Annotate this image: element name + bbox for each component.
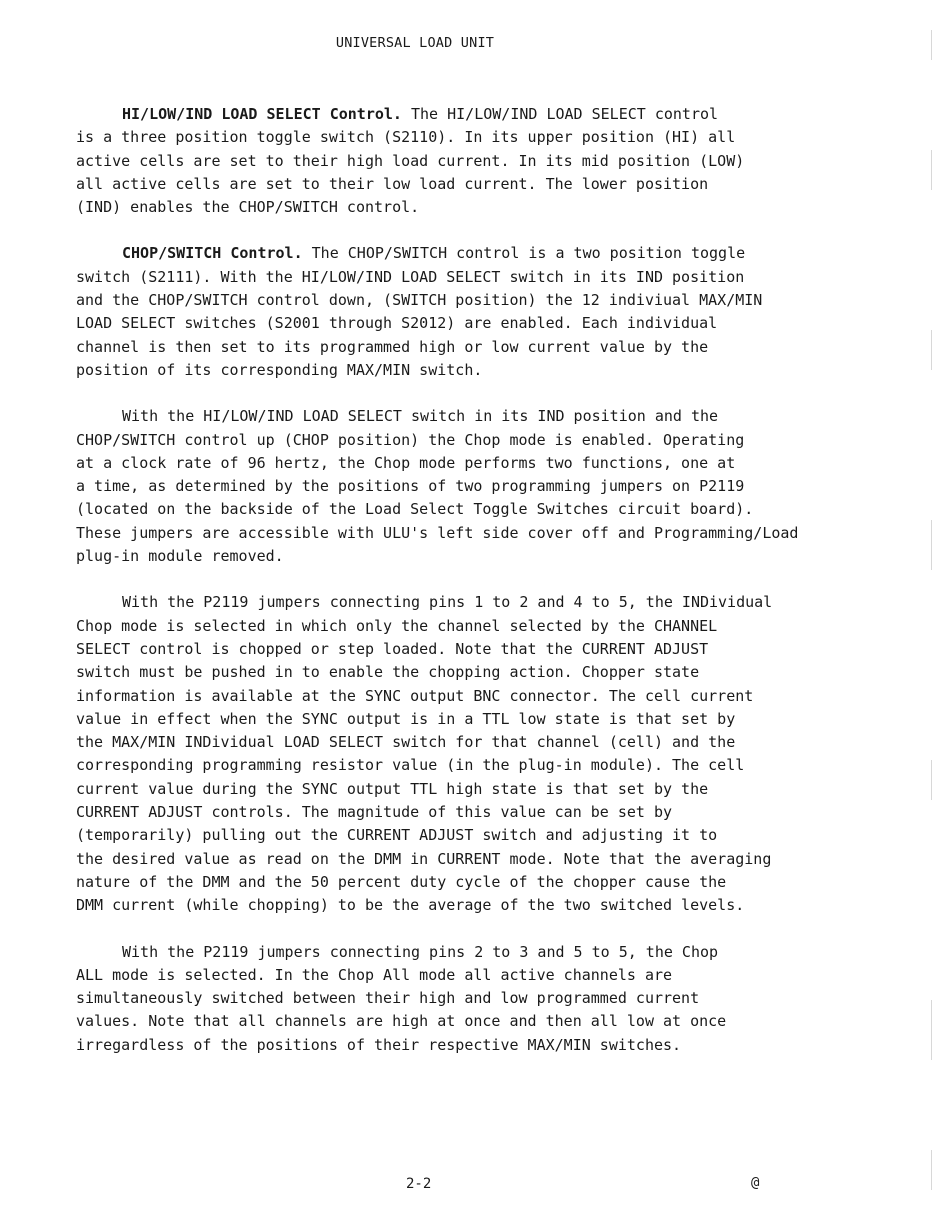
paragraph-line: current value during the SYNC output TTL high state is that set by the [76, 779, 709, 798]
paragraph-line: (temporarily) pulling out the CURRENT ADJUST switch and adjusting it to [76, 826, 718, 845]
paragraph-line: With the HI/LOW/IND LOAD SELECT switch in its IND position and the [122, 407, 719, 426]
paragraph-individual-chop [76, 591, 836, 917]
paragraph-hi-low-ind [76, 103, 836, 219]
paragraph-line: simultaneously switched between their high and low programmed current [76, 989, 700, 1008]
paragraph-line: LOAD SELECT switches (S2001 through S2012) are enabled. Each individual [76, 314, 718, 333]
paragraph-line: CURRENT ADJUST controls. The magnitude of this value can be set by [76, 803, 673, 822]
scan-edge-mark [931, 520, 932, 570]
paragraph-line: nature of the DMM and the 50 percent duty cycle of the chopper cause the [76, 872, 727, 891]
body-text [76, 103, 836, 1080]
paragraph-line: CHOP/SWITCH Control. The CHOP/SWITCH control is a two position toggle [122, 244, 746, 263]
paragraph-heading: CHOP/SWITCH Control. [122, 244, 303, 263]
scan-edge-mark [931, 30, 932, 60]
paragraph-chop-all [76, 941, 836, 1057]
page-header: UNIVERSAL LOAD UNIT [335, 35, 495, 51]
paragraph-line: Chop mode is selected in which only the channel selected by the CHANNEL [76, 616, 718, 635]
paragraph-line: SELECT control is chopped or step loaded. Note that the CURRENT ADJUST [76, 639, 709, 658]
page-number: 2-2 [406, 1176, 432, 1192]
paragraph-line: DMM current (while chopping) to be the average of the two switched levels. [76, 896, 745, 915]
paragraph-line: and the CHOP/SWITCH control down, (SWITCH position) the 12 indiviual MAX/MIN [76, 291, 763, 310]
paragraph-line: switch (S2111). With the HI/LOW/IND LOAD SELECT switch in its IND position [76, 267, 745, 286]
scan-edge-mark [931, 760, 932, 800]
paragraph-line: With the P2119 jumpers connecting pins 2 to 3 and 5 to 5, the Chop [122, 942, 719, 961]
paragraph-line: active cells are set to their high load current. In its mid position (LOW) [76, 151, 745, 170]
paragraph-line: These jumpers are accessible with ULU's left side cover off and Programming/Load [76, 523, 799, 542]
footer-mark: @ [751, 1175, 760, 1191]
scan-edge-mark [931, 150, 932, 190]
scan-edge-mark [931, 1150, 932, 1190]
paragraph-line: corresponding programming resistor value (in the plug-in module). The cell [76, 756, 745, 775]
paragraph-line: value in effect when the SYNC output is in a TTL low state is that set by [76, 709, 736, 728]
paragraph-heading: HI/LOW/IND LOAD SELECT Control. [122, 105, 402, 123]
paragraph-line: switch must be pushed in to enable the chopping action. Chopper state [76, 663, 700, 682]
paragraph-line: the desired value as read on the DMM in CURRENT mode. Note that the averaging [76, 849, 772, 868]
paragraph-line: (IND) enables the CHOP/SWITCH control. [76, 198, 420, 217]
paragraph-line: the MAX/MIN INDividual LOAD SELECT switch for that channel (cell) and the [76, 733, 736, 752]
paragraph-line: CHOP/SWITCH control up (CHOP position) the Chop mode is enabled. Operating [76, 430, 745, 449]
paragraph-line: a time, as determined by the positions of two programming jumpers on P2119 [76, 477, 745, 496]
paragraph-line: information is available at the SYNC output BNC connector. The cell current [76, 686, 754, 705]
scan-edge-mark [931, 1000, 932, 1060]
paragraph-line: HI/LOW/IND LOAD SELECT Control. The HI/LOW/IND LOAD SELECT control [122, 105, 719, 123]
paragraph-chop-mode [76, 405, 836, 568]
paragraph-line: position of its corresponding MAX/MIN switch. [76, 360, 483, 379]
paragraph-line: plug-in module removed. [76, 547, 284, 566]
paragraph-line: is a three position toggle switch (S2110). In its upper position (HI) all [76, 128, 736, 147]
paragraph-line: values. Note that all channels are high at once and then all low at once [76, 1012, 727, 1031]
paragraph-line: at a clock rate of 96 hertz, the Chop mode performs two functions, one at [76, 453, 736, 472]
paragraph-line: irregardless of the positions of their respective MAX/MIN switches. [76, 1035, 682, 1054]
paragraph-line: ALL mode is selected. In the Chop All mode all active channels are [76, 965, 673, 984]
paragraph-chop-switch [76, 242, 836, 382]
paragraph-line: all active cells are set to their low load current. The lower position [76, 174, 709, 193]
paragraph-line: channel is then set to its programmed high or low current value by the [76, 337, 709, 356]
paragraph-line: (located on the backside of the Load Select Toggle Switches circuit board). [76, 500, 754, 519]
paragraph-line: With the P2119 jumpers connecting pins 1 to 2 and 4 to 5, the INDividual [122, 593, 773, 612]
scan-edge-mark [931, 330, 932, 370]
